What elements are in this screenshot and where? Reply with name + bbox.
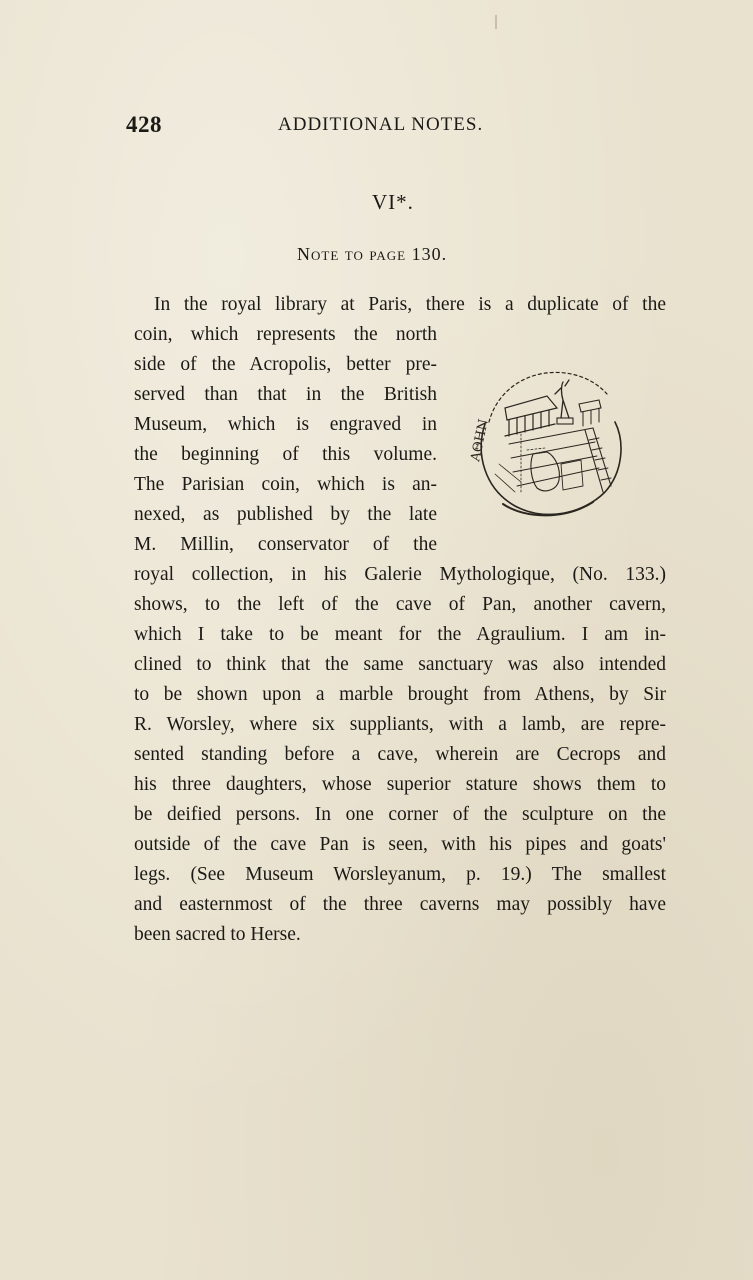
text-line: coin, which represents the north bbox=[134, 324, 437, 345]
text-line: to be shown upon a marble brought from Athens, by Sir bbox=[134, 684, 666, 705]
running-head bbox=[126, 112, 501, 142]
text-line: nexed, as published by the late bbox=[134, 504, 437, 525]
text-line: The Parisian coin, which is an- bbox=[134, 474, 437, 495]
paper-mark bbox=[495, 15, 497, 29]
text-line: R. Worsley, where six suppliants, with a lamb, are repre- bbox=[134, 714, 666, 735]
text-line: side of the Acropolis, better pre- bbox=[134, 354, 437, 375]
text-line: and easternmost of the three caverns may possibly have bbox=[134, 894, 666, 915]
coin-inscription: ΑΘΗΝ bbox=[468, 417, 492, 463]
section-heading: Note to page 130. bbox=[297, 244, 448, 264]
text-line: In the royal library at Paris, there is a duplicate of the bbox=[154, 294, 666, 315]
page-number: 428 bbox=[126, 112, 162, 137]
text-line: clined to think that the same sanctuary was also intended bbox=[134, 654, 666, 675]
text-line: be deified persons. In one corner of the sculpture on the bbox=[134, 804, 666, 825]
text-line: M. Millin, conservator of the bbox=[134, 534, 437, 555]
text-line: legs. (See Museum Worsleyanum, p. 19.) The smallest bbox=[134, 864, 666, 885]
section-number: VI*. bbox=[372, 190, 414, 214]
text-line: the beginning of this volume. bbox=[134, 444, 437, 465]
text-line: been sacred to Herse. bbox=[134, 924, 301, 945]
running-title: ADDITIONAL NOTES. bbox=[278, 114, 484, 135]
text-line: Museum, which is engraved in bbox=[134, 414, 437, 435]
text-line: sented standing before a cave, wherein are Cecrops and bbox=[134, 744, 666, 765]
text-line: his three daughters, whose superior stature shows them to bbox=[134, 774, 666, 795]
coin-drawing bbox=[465, 364, 625, 524]
text-line: outside of the cave Pan is seen, with his pipes and goats' bbox=[134, 834, 666, 855]
text-line: served than that in the British bbox=[134, 384, 437, 405]
text-line: which I take to be meant for the Agraulium. I am in- bbox=[134, 624, 666, 645]
text-line: shows, to the left of the cave of Pan, another cavern, bbox=[134, 594, 666, 615]
acropolis-coin-engraving bbox=[465, 364, 625, 524]
text-line: royal collection, in his Galerie Mythologique, (No. 133.) bbox=[134, 564, 666, 585]
